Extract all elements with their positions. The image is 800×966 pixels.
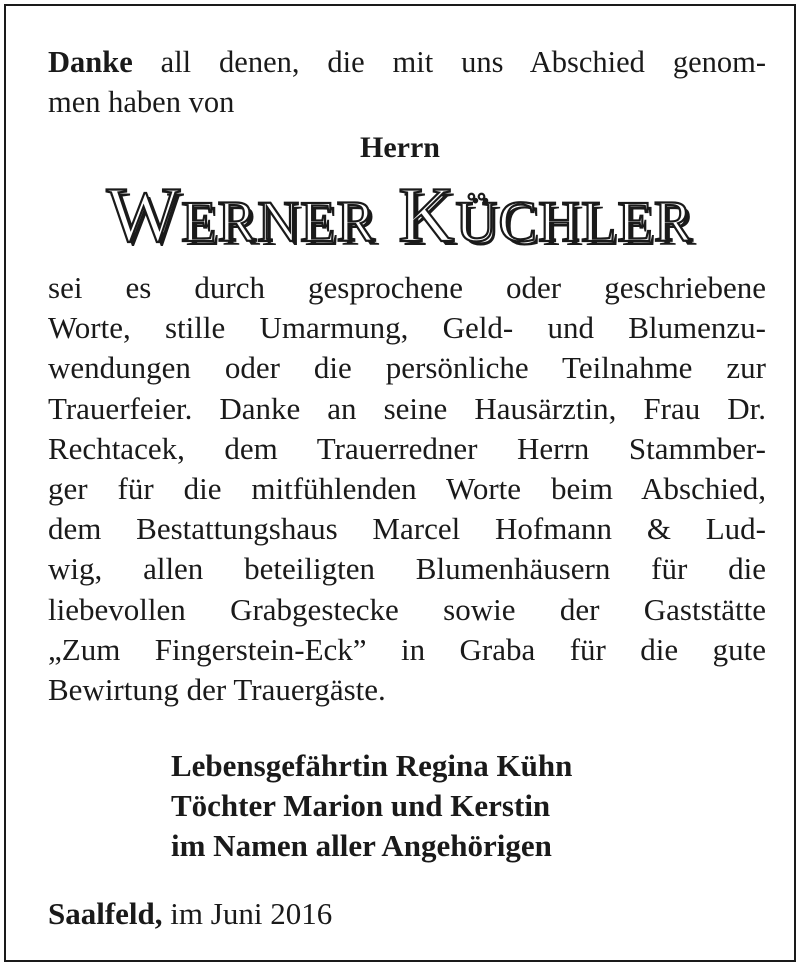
first-name-rest: ERNER (181, 189, 377, 254)
deceased-name (6, 170, 794, 260)
body-line: wig, allen beteiligten Blumenhäusern für die (48, 551, 766, 587)
signatures (171, 746, 572, 866)
intro-text (48, 42, 766, 122)
last-name-initial: K (398, 171, 456, 258)
intro-line-1: Danke all denen, die mit uns Abschied genom- (48, 45, 766, 79)
signature-line: im Namen aller Angehörigen (171, 828, 552, 863)
body-line: ger für die mitfühlenden Worte beim Abschied, (48, 471, 766, 507)
place-date (48, 894, 332, 934)
body-line: Trauerfeier. Danke an seine Hausärztin, Frau Dr. (48, 390, 766, 426)
danke-word: Danke (48, 45, 133, 79)
body-line: liebevollen Grabgestecke sowie der Gaststätte (48, 591, 766, 627)
last-name-rest: ÜCHLER (455, 189, 694, 254)
body-text (48, 268, 766, 710)
signature-line: Töchter Marion und Kerstin (171, 788, 551, 823)
date: im Juni 2016 (162, 896, 333, 931)
intro-line-2: men haben von (48, 85, 235, 119)
signature-line: Lebensgefährtin Regina Kühn (171, 748, 573, 783)
obituary-card (4, 4, 796, 962)
first-name-initial: W (106, 171, 182, 258)
body-line: dem Bestattungshaus Marcel Hofmann & Lud- (48, 511, 766, 547)
body-line: wendungen oder die persönliche Teilnahme zur (48, 350, 766, 386)
body-line: sei es durch gesprochene oder geschriebene (48, 270, 766, 305)
body-line: Worte, stille Umarmung, Geld- und Blumenzu- (48, 310, 766, 346)
honorific: Herrn (360, 131, 440, 164)
body-line: Rechtacek, dem Trauerredner Herrn Stammber- (48, 430, 766, 466)
city: Saalfeld, (48, 896, 163, 931)
body-line: „Zum Fingerstein-Eck” in Graba für die gute (48, 631, 766, 667)
body-line: Bewirtung der Trauergäste. (48, 672, 386, 708)
